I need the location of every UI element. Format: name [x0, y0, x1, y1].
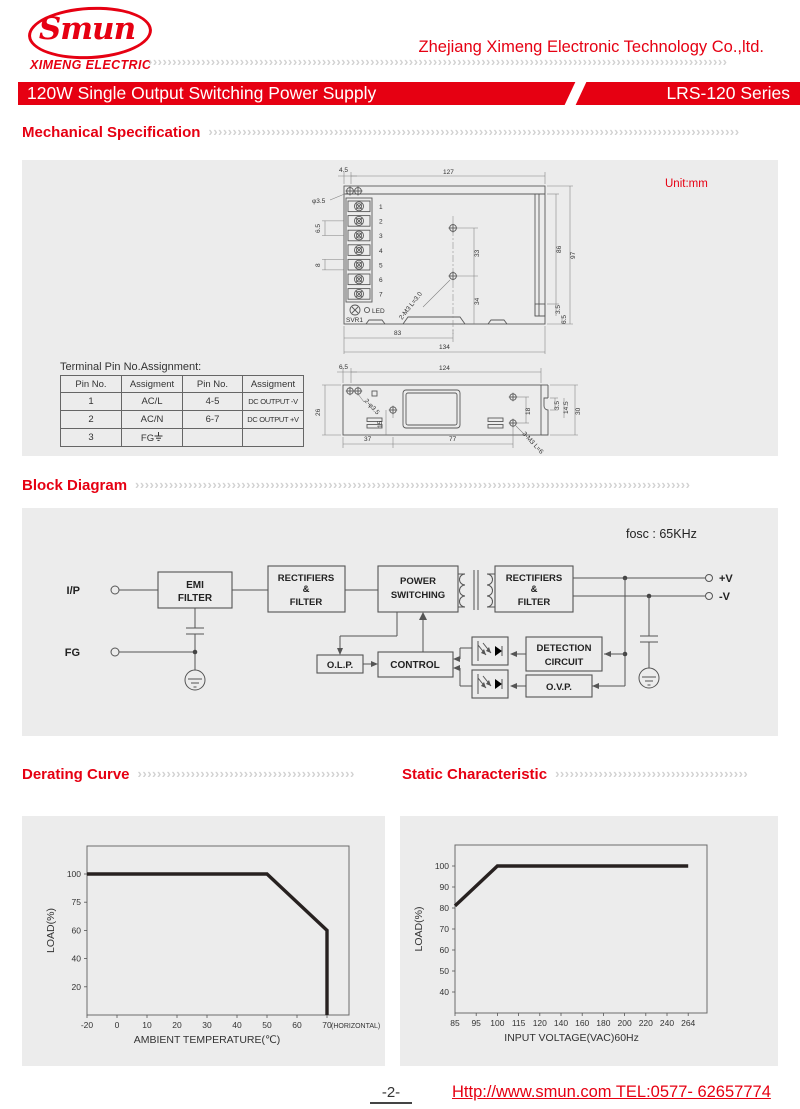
svg-text:50: 50: [262, 1020, 272, 1030]
svg-text:85: 85: [450, 1018, 460, 1028]
svg-text:115: 115: [511, 1018, 526, 1028]
svg-text:180: 180: [596, 1018, 611, 1028]
static-chevron-pattern: ››››››››››››››››››››››››››››››››››››››››: [555, 767, 749, 781]
svg-text:33: 33: [474, 249, 481, 257]
block-title: Block Diagram: [22, 477, 128, 494]
pin-assignment-table: [60, 375, 304, 447]
derating-curve-line: [87, 874, 327, 1015]
pin-assignment: [243, 429, 304, 447]
col-header: Pin No.: [183, 376, 243, 393]
svg-text:&: &: [530, 584, 538, 595]
mechanical-chevron-pattern: ››››››››››››››››››››››››››››››››››››››››››››››››››››››››››››››››››››››››››››››››››››››››››››››››››››››››››››››: [208, 125, 740, 139]
svg-text:100: 100: [490, 1018, 505, 1028]
svg-text:EMI: EMI: [186, 580, 204, 591]
company-name: Zhejiang Ximeng Electronic Technology Co.,ltd.: [418, 38, 764, 56]
svg-text:100: 100: [434, 861, 449, 871]
static-characteristic-line: [455, 866, 688, 906]
svg-text:7: 7: [379, 291, 383, 299]
mechanical-bottom-view-drawing: [308, 360, 648, 456]
mechanical-title: Mechanical Specification: [22, 124, 201, 141]
svg-text:127: 127: [443, 169, 454, 176]
svg-text:-20: -20: [80, 1020, 94, 1030]
svg-text:CIRCUIT: CIRCUIT: [544, 657, 584, 668]
svg-text:15: 15: [377, 420, 384, 428]
output-neg-label: -V: [719, 591, 730, 603]
input-terminal-label: I/P: [66, 585, 80, 597]
svg-text:20: 20: [71, 981, 81, 992]
block-diagram-panel: [22, 508, 778, 736]
svg-text:φ3.5: φ3.5: [312, 198, 326, 205]
pin-table-header-row: [61, 376, 304, 393]
svg-text:2-φ3.5: 2-φ3.5: [362, 397, 381, 417]
svg-text:97: 97: [570, 251, 577, 259]
svg-text:60: 60: [292, 1020, 302, 1030]
pin-no: 1: [61, 393, 122, 411]
svg-text:O.V.P.: O.V.P.: [546, 682, 572, 693]
static-characteristic-chart: [400, 816, 778, 1066]
svg-text:70: 70: [322, 1020, 332, 1030]
svg-text:30: 30: [575, 407, 582, 415]
fg-terminal-label: FG: [64, 647, 80, 659]
svg-text:4.5: 4.5: [339, 167, 349, 174]
mechanical-panel: [22, 160, 778, 456]
earth-ground-icon: [154, 432, 163, 442]
block-diagram: [22, 508, 778, 736]
fosc-label: fosc : 65KHz: [626, 527, 697, 541]
svg-text:40: 40: [71, 953, 81, 964]
derating-chevron-pattern: ›››››››››››››››››››››››››››››››››››››››››››››: [137, 767, 355, 781]
block-section-header: [22, 477, 778, 494]
series-name: LRS-120 Series: [666, 83, 790, 103]
svg-text:124: 124: [439, 365, 450, 372]
svg-text:220: 220: [638, 1018, 653, 1028]
svg-text:30: 30: [202, 1020, 212, 1030]
svg-text:40: 40: [232, 1020, 242, 1030]
svg-text:95: 95: [471, 1018, 481, 1028]
svg-text:(HORIZONTAL): (HORIZONTAL): [331, 1023, 381, 1030]
svg-text:160: 160: [575, 1018, 590, 1028]
output-pos-label: +V: [719, 573, 733, 585]
logo-text: Smun: [38, 11, 136, 47]
svg-text:O.L.P.: O.L.P.: [326, 660, 354, 671]
svg-text:SVR1: SVR1: [346, 317, 363, 324]
unit-label: Unit:mm: [665, 178, 708, 190]
svg-text:6.5: 6.5: [315, 223, 322, 233]
svg-text:3-M3 L=6: 3-M3 L=6: [520, 430, 545, 456]
svg-text:DETECTION: DETECTION: [536, 643, 592, 654]
svg-text:INPUT VOLTAGE(VAC)60Hz: INPUT VOLTAGE(VAC)60Hz: [504, 1032, 639, 1044]
svg-text:CONTROL: CONTROL: [390, 660, 440, 671]
svg-text:RECTIFIERS: RECTIFIERS: [505, 573, 563, 584]
svg-text:2-M3 L=3.0: 2-M3 L=3.0: [398, 290, 424, 322]
derating-title: Derating Curve: [22, 766, 130, 783]
svg-text:LED: LED: [372, 308, 385, 315]
svg-text:6.5: 6.5: [561, 314, 568, 324]
svg-text:8: 8: [315, 263, 322, 267]
svg-text:80: 80: [439, 903, 449, 913]
svg-text:LOAD(%): LOAD(%): [45, 908, 57, 953]
svg-text:3.5: 3.5: [554, 400, 561, 410]
svg-text:RECTIFIERS: RECTIFIERS: [277, 573, 335, 584]
svg-text:2: 2: [379, 218, 383, 226]
svg-text:70: 70: [439, 924, 449, 934]
svg-text:14.5: 14.5: [563, 401, 570, 414]
svg-text:264: 264: [681, 1018, 696, 1028]
svg-text:0: 0: [114, 1020, 120, 1030]
static-section-header: [402, 766, 778, 783]
derating-section-header: [22, 766, 387, 783]
pin-assignment: AC/N: [122, 411, 183, 429]
mechanical-section-header: [22, 124, 778, 141]
pin-assignment: DC OUTPUT +V: [243, 411, 304, 429]
mechanical-top-view-drawing: [308, 164, 648, 362]
col-header: Pin No.: [61, 376, 122, 393]
svg-text:5: 5: [379, 262, 383, 270]
svg-text:37: 37: [364, 436, 372, 443]
table-row: [61, 393, 304, 411]
pin-no: [183, 429, 243, 447]
svg-text:60: 60: [439, 945, 449, 955]
svg-text:10: 10: [142, 1020, 152, 1030]
svg-text:240: 240: [659, 1018, 675, 1028]
svg-text:90: 90: [439, 882, 449, 892]
svg-text:140: 140: [553, 1018, 569, 1028]
svg-text:3.5: 3.5: [555, 304, 562, 314]
svg-text:1: 1: [379, 204, 383, 211]
derating-panel: [22, 816, 385, 1066]
svg-text:40: 40: [439, 987, 449, 997]
svg-text:LOAD(%): LOAD(%): [413, 906, 425, 952]
svg-text:AMBIENT TEMPERATURE(℃): AMBIENT TEMPERATURE(℃): [133, 1034, 281, 1046]
svg-text:FILTER: FILTER: [177, 593, 213, 604]
pin-table-caption: Terminal Pin No.Assignment:: [60, 361, 202, 373]
svg-text:100: 100: [66, 869, 81, 879]
svg-text:SWITCHING: SWITCHING: [390, 590, 446, 601]
website-link[interactable]: Http://www.smun.com TEL:0577- 62657774: [452, 1083, 771, 1101]
svg-text:6.5: 6.5: [339, 364, 349, 371]
table-row: [61, 411, 304, 429]
table-row: [61, 429, 304, 447]
svg-text:34: 34: [474, 297, 481, 305]
svg-text:26: 26: [315, 408, 322, 416]
derating-chart: [22, 816, 385, 1066]
banner-slash-icon: [565, 82, 587, 105]
svg-text:18: 18: [525, 407, 532, 415]
svg-text:3: 3: [379, 233, 383, 241]
svg-text:50: 50: [439, 966, 449, 976]
svg-text:4: 4: [379, 247, 383, 255]
svg-text:200: 200: [617, 1018, 632, 1028]
col-header: Assigment: [122, 376, 183, 393]
svg-text:6: 6: [379, 277, 383, 284]
pin-no: 6-7: [183, 411, 243, 429]
svg-text:83: 83: [394, 330, 402, 337]
svg-text:FILTER: FILTER: [289, 597, 323, 608]
svg-text:75: 75: [71, 897, 81, 908]
brand-logo: [28, 5, 152, 73]
static-panel: [400, 816, 778, 1066]
pin-assignment-fg: [122, 429, 183, 447]
svg-text:&: &: [302, 584, 310, 595]
block-chevron-pattern: ›››››››››››››››››››››››››››››››››››››››››››››››››››››››››››››››››››››››››››››››››››››››››››››››››››››››››››››››››››: [135, 478, 691, 492]
pin-no: 3: [61, 429, 122, 447]
static-title: Static Characteristic: [402, 766, 548, 783]
header-chevron-pattern: ››››››››››››››››››››››››››››››››››››››››››››››››››››››››››››››››››››››››››››››››››››››››››››››››››››››››››››››››››››››››: [148, 55, 728, 69]
svg-text:86: 86: [556, 245, 563, 253]
svg-text:77: 77: [449, 436, 457, 443]
svg-text:FILTER: FILTER: [517, 597, 551, 608]
pin-assignment: DC OUTPUT -V: [243, 393, 304, 411]
col-header: Assigment: [243, 376, 304, 393]
svg-text:134: 134: [439, 344, 450, 351]
svg-text:120: 120: [532, 1018, 547, 1028]
pin-no: 4-5: [183, 393, 243, 411]
fg-label: FG: [140, 432, 155, 444]
pin-no: 2: [61, 411, 122, 429]
title-banner: [18, 82, 800, 105]
product-title: 120W Single Output Switching Power Supply: [27, 83, 377, 103]
svg-text:POWER: POWER: [400, 576, 436, 587]
logo-subtitle: XIMENG ELECTRIC: [30, 58, 152, 72]
svg-text:60: 60: [71, 925, 81, 936]
page-number: -2-: [370, 1084, 412, 1104]
pin-assignment: AC/L: [122, 393, 183, 411]
svg-text:20: 20: [172, 1020, 182, 1030]
